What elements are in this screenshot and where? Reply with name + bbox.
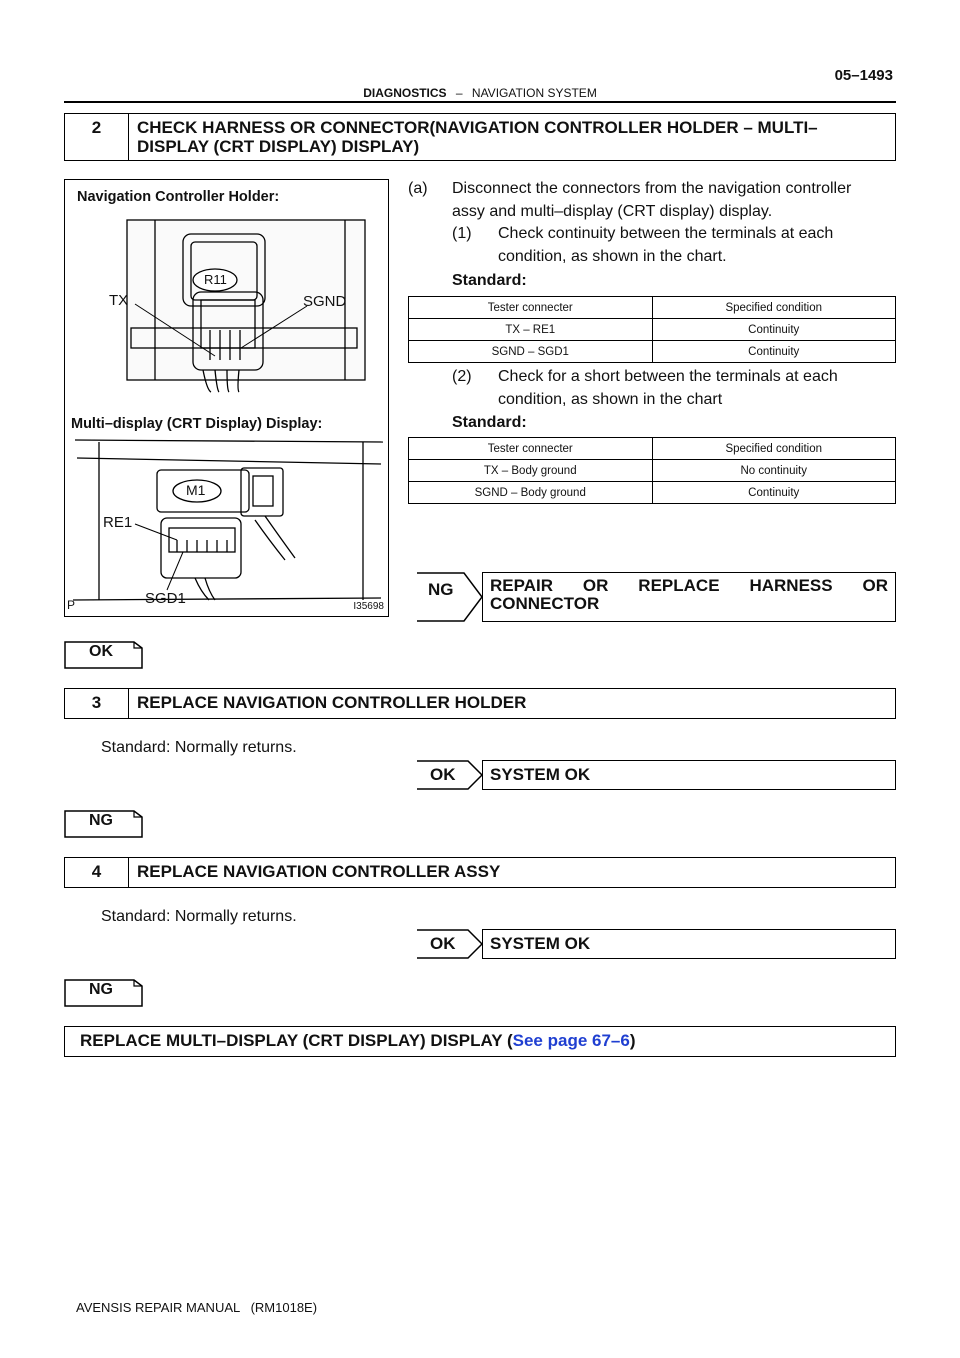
table-cell: SGND – Body ground	[409, 482, 653, 504]
standard-step-3: Standard: Normally returns.	[101, 739, 297, 756]
figure-label-holder: Navigation Controller Holder:	[77, 189, 280, 205]
terminal-tx-label: TX	[109, 292, 129, 309]
final-action-close: )	[629, 1031, 636, 1050]
connector-illustration	[65, 180, 387, 615]
standard-label-1: Standard:	[452, 272, 527, 289]
table-cell: Continuity	[652, 319, 896, 341]
table-header-cell: Specified condition	[652, 438, 896, 460]
table-cell: No continuity	[652, 460, 896, 482]
ok-label-1: OK	[89, 643, 113, 660]
instr-a-line2: assy and multi–display (CRT display) display.	[452, 203, 773, 220]
step-4-title: REPLACE NAVIGATION CONTROLLER ASSY	[137, 862, 501, 881]
ng-result-line2: CONNECTOR	[490, 594, 600, 613]
standard-step-4: Standard: Normally returns.	[101, 908, 297, 925]
table-row	[409, 297, 896, 319]
instr-2-line2: condition, as shown in the chart	[498, 391, 723, 408]
step-3-box	[64, 688, 896, 719]
instr-2-line1: Check for a short between the terminals at each	[498, 368, 838, 385]
table-cell: SGND – SGD1	[409, 341, 653, 363]
table-row	[409, 319, 896, 341]
connector-figure	[64, 179, 389, 617]
instr-a-mark: (a)	[408, 180, 428, 197]
spec-table-short	[408, 437, 896, 504]
connector-m1-label: M1	[186, 482, 206, 498]
figure-label-display: Multi–display (CRT Display) Display:	[71, 416, 323, 432]
ng-result-text: REPAIR OR REPLACE HARNESS OR	[490, 576, 888, 595]
ng-label-4: NG	[89, 981, 113, 998]
instr-1-mark: (1)	[452, 225, 472, 242]
table-header-cell: Tester connecter	[409, 297, 653, 319]
spec-table-continuity	[408, 296, 896, 363]
ok-result-box-3: SYSTEM OK	[482, 760, 896, 790]
step-2-title: CHECK HARNESS OR CONNECTOR(NAVIGATION CONTROLLER HOLDER – MULTI–DISPLAY (CRT DISPLAY) DISPLAY)	[137, 118, 818, 156]
table-row	[409, 482, 896, 504]
step-2-box	[64, 113, 896, 161]
table-cell: TX – RE1	[409, 319, 653, 341]
terminal-sgd1-label: SGD1	[145, 590, 186, 607]
section-separator: –	[455, 86, 463, 100]
figure-id: I35698	[353, 601, 384, 612]
table-cell: Continuity	[652, 341, 896, 363]
instr-a-line1: Disconnect the connectors from the navigation controller	[452, 180, 852, 197]
ng-result-line1	[490, 577, 888, 595]
section-name: DIAGNOSTICS	[363, 86, 447, 100]
section-header	[0, 86, 960, 100]
step-3-number: 3	[65, 689, 129, 718]
figure-p-mark: P	[67, 598, 76, 612]
manual-footer: AVENSIS REPAIR MANUAL (RM1018E)	[76, 1300, 318, 1315]
ok-tag-4: OK	[430, 934, 456, 953]
page-number: 05–1493	[834, 67, 893, 84]
step-4-box	[64, 857, 896, 888]
connector-r11-label: R11	[204, 272, 227, 287]
instr-2-mark: (2)	[452, 368, 472, 385]
ok-result-box-4: SYSTEM OK	[482, 929, 896, 959]
ng-result-box	[482, 572, 896, 622]
standard-label-2: Standard:	[452, 414, 527, 431]
table-header-cell: Tester connecter	[409, 438, 653, 460]
table-row	[409, 460, 896, 482]
table-row	[409, 341, 896, 363]
step-3-title: REPLACE NAVIGATION CONTROLLER HOLDER	[137, 693, 527, 712]
instr-1-line1: Check continuity between the terminals at each	[498, 225, 834, 242]
table-header-cell: Specified condition	[652, 297, 896, 319]
table-row	[409, 438, 896, 460]
ok-tag-3: OK	[430, 765, 456, 784]
table-cell: Continuity	[652, 482, 896, 504]
see-page-link[interactable]: See page 67–6	[512, 1031, 630, 1050]
table-cell: TX – Body ground	[409, 460, 653, 482]
step-2-number: 2	[65, 114, 129, 160]
header-rule	[64, 101, 896, 103]
terminal-re1-label: RE1	[103, 514, 133, 531]
step-4-number: 4	[65, 858, 129, 887]
final-action-text: REPLACE MULTI–DISPLAY (CRT DISPLAY) DISPLAY (	[80, 1031, 513, 1050]
final-action-box	[64, 1026, 896, 1057]
ng-label-3: NG	[89, 812, 113, 829]
ng-tag: NG	[428, 580, 454, 599]
subsection-name: NAVIGATION SYSTEM	[471, 86, 597, 100]
terminal-sgnd-label: SGND	[303, 293, 347, 310]
instr-1-line2: condition, as shown in the chart.	[498, 248, 727, 265]
